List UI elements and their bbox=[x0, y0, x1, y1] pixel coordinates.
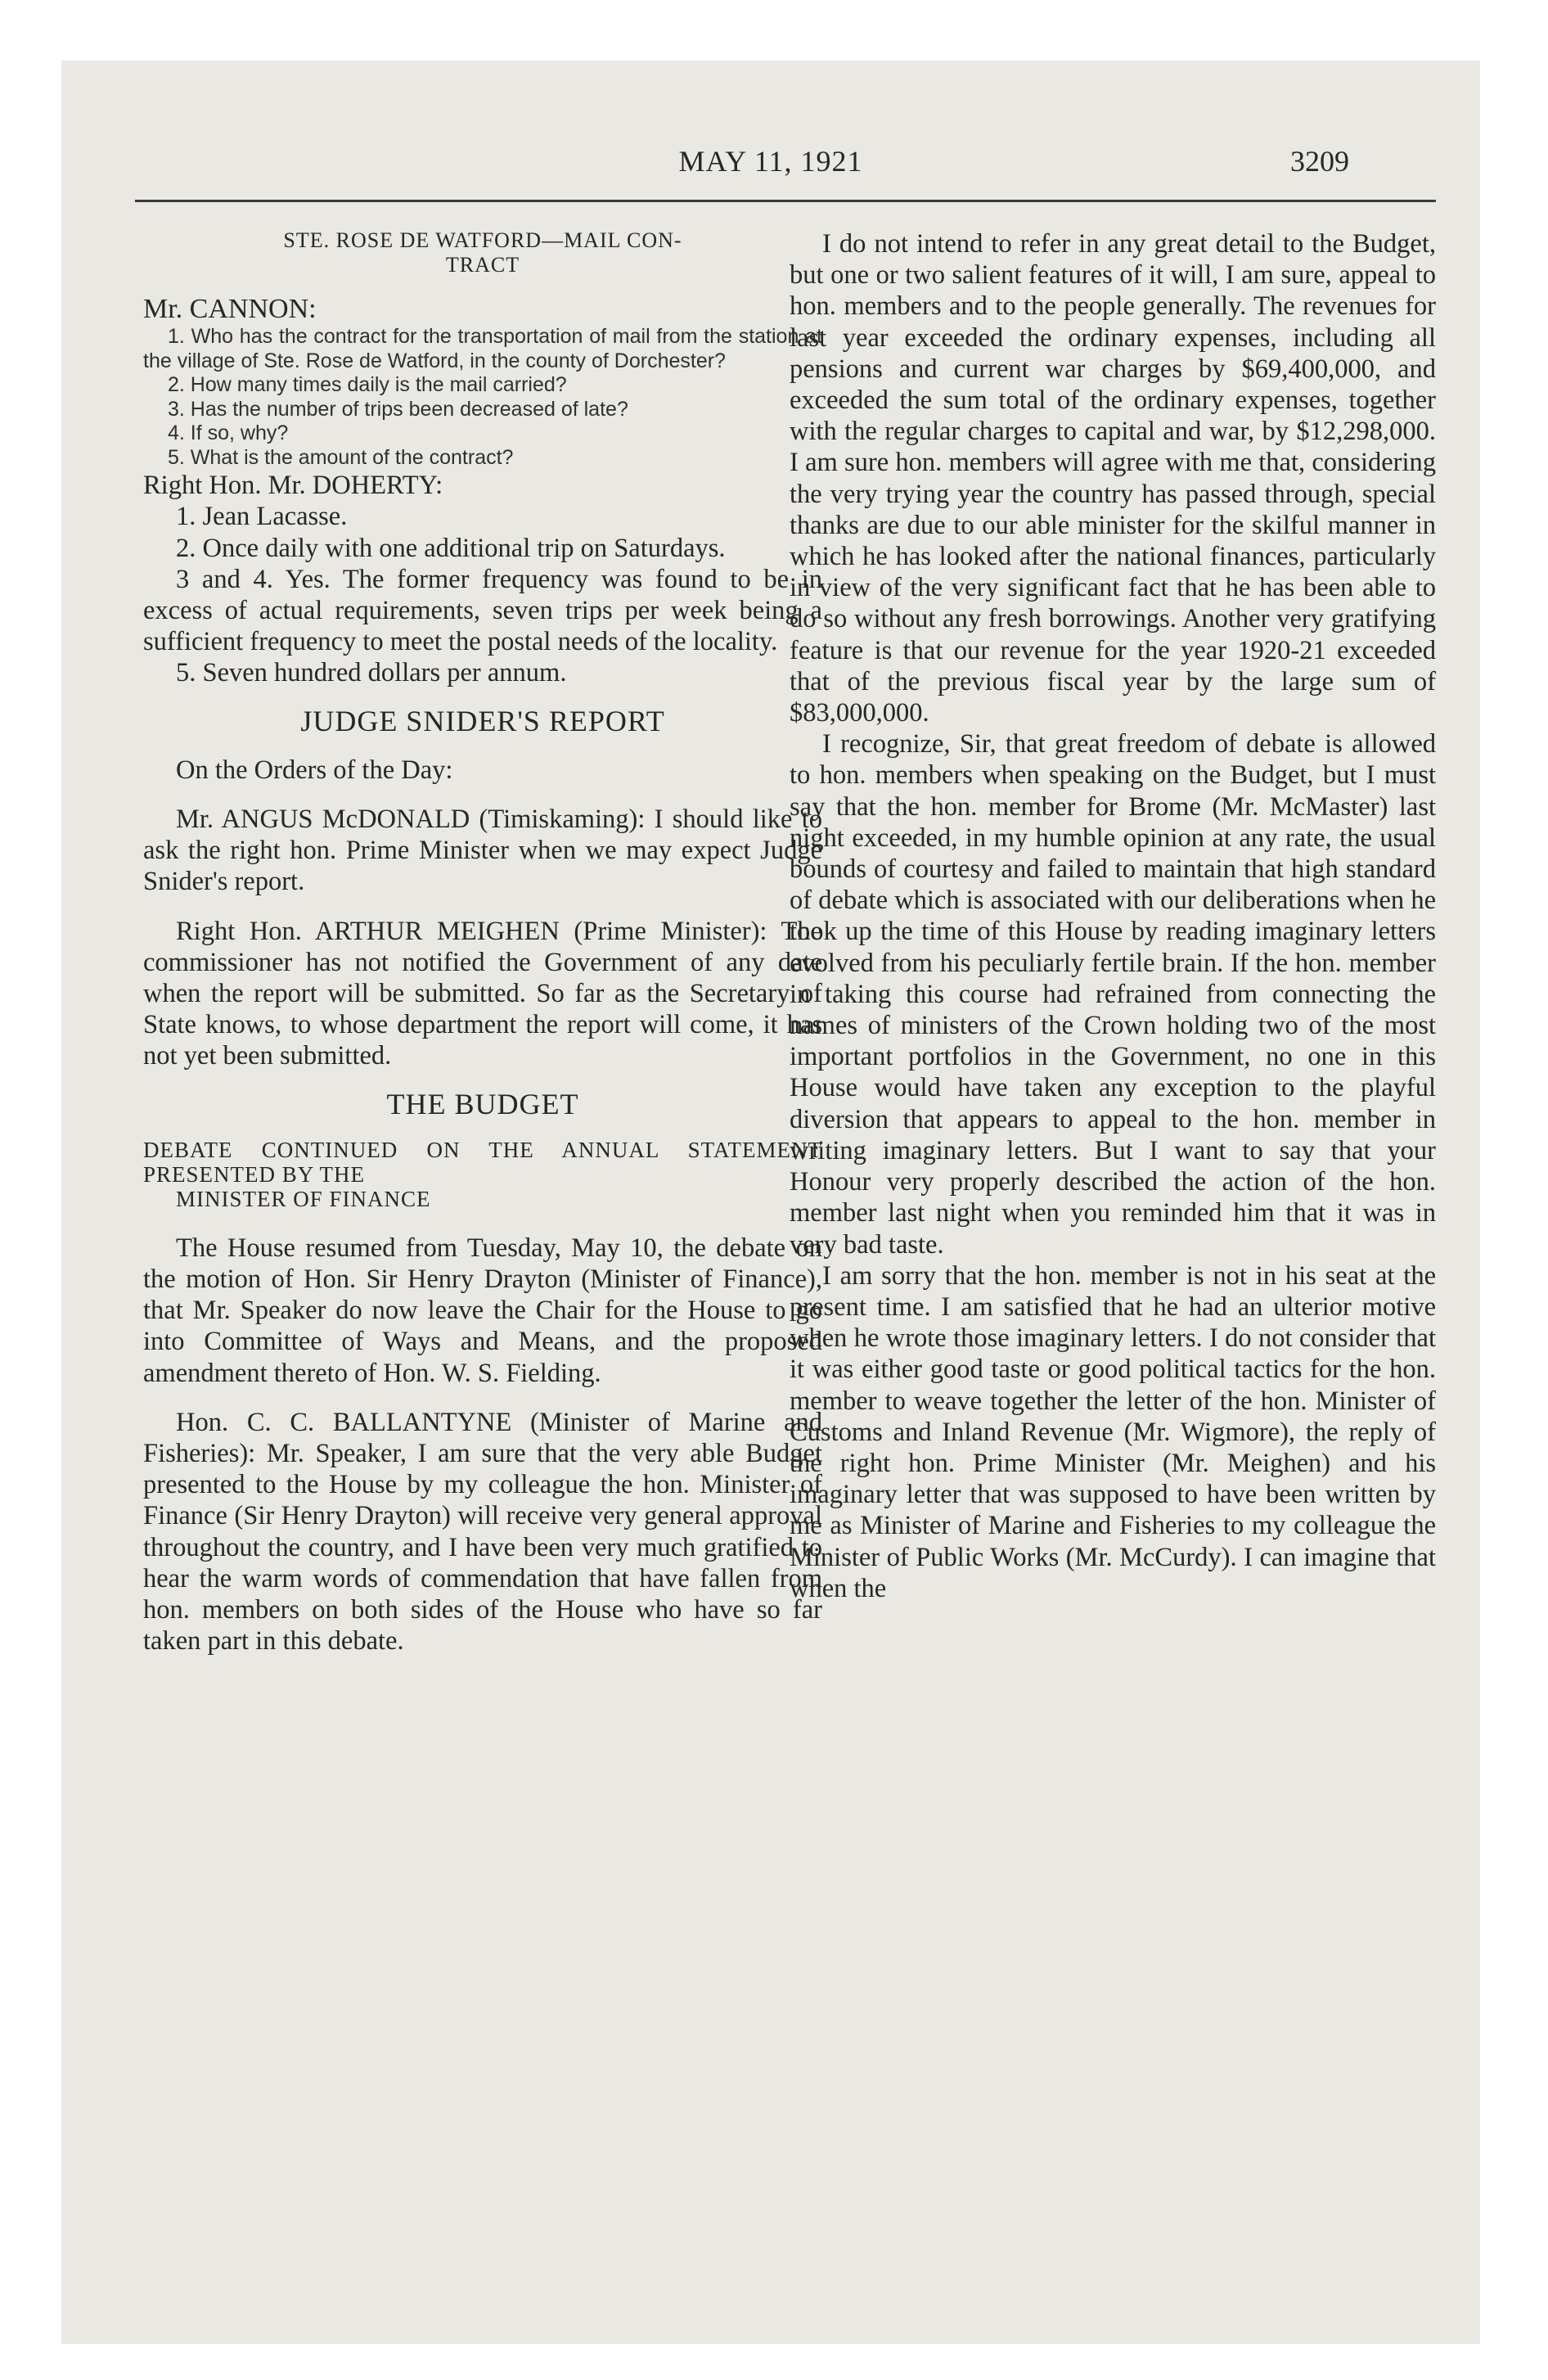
question-3: 3. Has the number of trips been decreased of late? bbox=[168, 397, 628, 421]
mail-contract-heading-line2: TRACT bbox=[445, 253, 520, 277]
snider-report-heading: JUDGE SNIDER'S REPORT bbox=[300, 704, 665, 737]
question-4: 4. If so, why? bbox=[168, 421, 289, 445]
answer-5: 5. Seven hundred dollars per annum. bbox=[176, 658, 567, 688]
budget-paragraph-1: I do not intend to refer in any great detail to the Budget, but one or two salient features of it will, I am sure, appeal to hon. members and to the people generally. The revenues for last year exceeded the ordinary expenses, including all pensions and current war charges by $69,400,000, and exceeded the sum total of the ordinary expenses, together with the regular charges to capital and war, by $12,298,000. I am sure hon. members will agree with me that, considering the very trying year the country has passed through, special thanks are due to our able minister for the skilful manner in which he has looked after the national finances, particularly in view of the very significant fact that he has been able to do so without any fresh borrowings. Another very gratifying feature is that our revenue for the year 1920-21 exceeded that of the previous fiscal year by the large sum of $83,000,000. bbox=[790, 229, 1436, 728]
left-column bbox=[143, 228, 822, 1657]
mcdonald-question: Mr. ANGUS McDONALD (Timiskaming): I should like to ask the right hon. Prime Minister when we may expect Judge Snider's report. bbox=[143, 805, 822, 897]
header-rule bbox=[135, 200, 1436, 202]
page-number: 3209 bbox=[1290, 145, 1349, 178]
budget-heading: THE BUDGET bbox=[386, 1087, 579, 1120]
budget-subheading bbox=[143, 1138, 822, 1211]
page-date: MAY 11, 1921 bbox=[678, 145, 863, 178]
answer-3-4: 3 and 4. Yes. The former frequency was found to be in excess of actual requirements, seven trips per week being a sufficient frequency to meet the postal needs of the locality. bbox=[143, 564, 822, 657]
ballantyne-speech: Hon. C. C. BALLANTYNE (Minister of Marine and Fisheries): Mr. Speaker, I am sure that the very able Budget presented to the House by my colleague the hon. Minister of Finance (Sir Henry Drayton) will receive very general approval throughout the country, and I have been very much gratified to hear the warm words of commendation that have fallen from hon. members on both sides of the House who have so far taken part in this debate. bbox=[143, 1407, 822, 1657]
question-1: 1. Who has the contract for the transportation of mail from the station at the village of Ste. Rose de Watford, in the county of Dorchester? bbox=[143, 325, 822, 372]
question-list bbox=[143, 325, 822, 470]
question-5: 5. What is the amount of the contract? bbox=[168, 445, 514, 469]
page-header bbox=[61, 144, 1480, 177]
right-column bbox=[790, 228, 1436, 1604]
mail-contract-heading-line1: STE. ROSE DE WATFORD—MAIL CON- bbox=[283, 228, 682, 252]
scanned-page bbox=[61, 61, 1480, 2344]
question-2: 2. How many times daily is the mail carried? bbox=[168, 373, 567, 397]
speaker-doherty: Right Hon. Mr. DOHERTY: bbox=[143, 471, 443, 501]
speaker-cannon: Mr. CANNON: bbox=[143, 294, 317, 324]
mail-contract-heading bbox=[143, 228, 822, 277]
answer-1: 1. Jean Lacasse. bbox=[176, 502, 348, 532]
budget-paragraph-2: I recognize, Sir, that great freedom of debate is allowed to hon. members when speaking on the Budget, but I must say that the hon. member for Brome (Mr. McMaster) last night exceeded, in my humble opinion at any rate, the usual bounds of courtesy and failed to maintain that high standard of debate which is associated with our deliberations when he took up the time of this House by reading imaginary letters evolved from his peculiarly fertile brain. If the hon. member in taking this course had refrained from connecting the names of ministers of the Crown holding two of the most important portfolios in the Government, no one in this House would have taken any exception to the playful diversion that appears to appeal to the hon. member in writing imaginary letters. But I want to say that your Honour very properly described the action of the hon. member last night when you reminded him that it was in very bad taste. bbox=[790, 729, 1436, 1260]
budget-subheading-line1: DEBATE CONTINUED ON THE ANNUAL STATEMENT PRESENTED BY THE bbox=[143, 1137, 822, 1187]
budget-subheading-line2: MINISTER OF FINANCE bbox=[176, 1186, 431, 1211]
budget-paragraph-3: I am sorry that the hon. member is not in his seat at the present time. I am satisfied that he had an ulterior motive when he wrote those imaginary letters. I do not consider that it was either good taste or good political tactics for the hon. member to weave together the letter of the hon. Minister of Customs and Inland Revenue (Mr. Wigmore), the reply of the right hon. Prime Minister (Mr. Meighen) and his imaginary letter that was supposed to have been written by me as Minister of Marine and Fisheries to my colleague the Minister of Public Works (Mr. McCurdy). I can imagine that when the bbox=[790, 1260, 1436, 1603]
answer-2: 2. Once daily with one additional trip on Saturdays. bbox=[176, 533, 726, 563]
house-resumed-paragraph: The House resumed from Tuesday, May 10, the debate on the motion of Hon. Sir Henry Drayton (Minister of Finance), that Mr. Speaker do now leave the Chair for the House to go into Committee of Ways and Means, and the proposed amendment thereto of Hon. W. S. Fielding. bbox=[143, 1233, 822, 1388]
orders-of-the-day: On the Orders of the Day: bbox=[176, 755, 453, 785]
meighen-answer: Right Hon. ARTHUR MEIGHEN (Prime Minister): The commissioner has not notified the Government of any date when the report will be submitted. So far as the Secretary of State knows, to whose department the report will come, it has not yet been submitted. bbox=[143, 916, 822, 1071]
